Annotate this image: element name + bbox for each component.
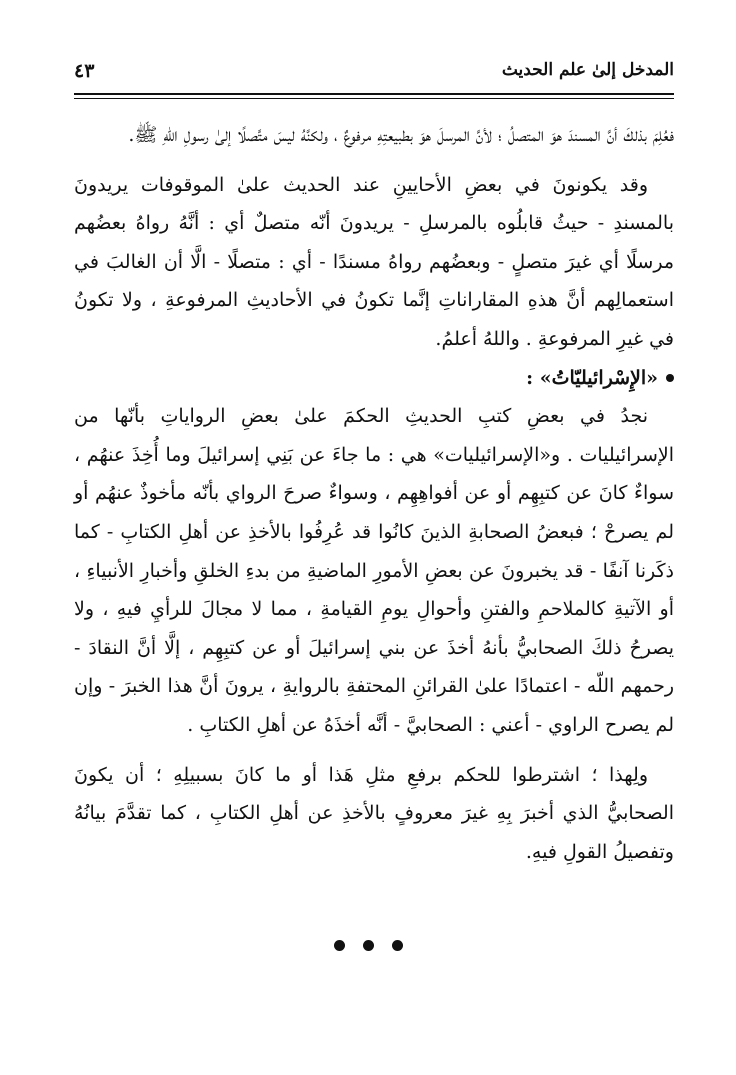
section-heading	[74, 359, 674, 398]
main-text	[74, 116, 674, 871]
paragraph-1: فعُلِمَ بذلكَ أنَّ المسندَ هوَ المتصلُ ؛ لأنَّ المرسلَ هوَ بطبيعتِهِ مرفوعٌ ، ولكنَّهُ ليسَ متَّصلًا إلىٰ رسولِ اللهِ ﷺ.	[128, 124, 674, 146]
paragraph-4: ولِهذا ؛ اشترطوا للحكم برفعِ مثلِ هَذا أو ما كانَ بسبيلِهِ ؛ أن يكونَ الصحابيُّ الذي أخبرَ بِهِ غيرَ معروفٍ بالأخذِ عن أهلِ الكتابِ ، كما تقدَّمَ بيانُهُ وتفصيلُ القولِ فيهِ.	[74, 763, 674, 863]
separator-dot-icon	[392, 940, 403, 951]
header-rule-thick	[74, 93, 674, 95]
running-title: المدخل إلىٰ علم الحديث	[501, 60, 674, 80]
section-separator	[0, 940, 736, 951]
separator-dot-icon	[334, 940, 345, 951]
bullet-icon	[666, 374, 674, 382]
paragraph-3: نجدُ في بعضِ كتبِ الحديثِ الحكمَ علىٰ بعضِ الرواياتِ بأنّها من الإسرائيليات . و«الإسرائيليات» هي : ما جاءَ عن بَنِي إسرائيلَ وما أُخِذَ عنهُم ، سواءٌ كانَ عن كتبِهِم أو عن أفواهِهِم ، وسواءٌ صرحَ الرواي بأنّه مأخوذٌ عنهُم أو لم يصرحْ ؛ فبعضُ الصحابةِ الذينَ كانُوا قد عُرِفُوا بالأخذِ عن أهلِ الكتابِ - كما ذكَرنا آنفًا - قد يخبرونَ عن بعضِ الأمورِ الماضيةِ من بدءِ الخلقِ وأخبارِ الأنبياءِ ، أو الآتيةِ كالملاحمِ والفتنِ وأحوالِ يومِ القيامةِ ، مما لا مجالَ للرأيِ فيهِ ، ولا يصرحُ ذلكَ الصحابيُّ بأنهُ أخذَ عن بني إسرائيلَ أو عن كتبِهِم ، إلَّا أنَّ النقادَ - رحمهم اللّه - اعتمادًا علىٰ القرائنِ المحتفةِ بالروايةِ ، يرونَ أنَّ هذا الخبرَ - وإن لم يصرح الراوي - أعني : الصحابيَّ - أنَّه أخذَهُ عن أهلِ الكتابِ .	[74, 405, 674, 736]
section-heading-text: «الإِسْرائيليّاتُ» :	[526, 366, 658, 389]
header-rule-thin	[74, 98, 674, 99]
page-header	[74, 60, 674, 94]
page-number: ٤٣	[74, 60, 95, 82]
paragraph-2: وقد يكونونَ في بعضِ الأحايينِ عند الحديث علىٰ الموقوفات يريدونَ بالمسندِ - حيثُ قابلُوه بالمرسلِ - يريدونَ أنّه متصلٌ أي : أنَّهُ رواهُ بعضُهم مرسلًا أي غيرَ متصلٍ - وبعضُهم رواهُ مسندًا - أي : متصلًا - الَّا أن الغالبَ في استعمالِهم أنَّ هذهِ المقاراناتِ إنَّما تكونُ في الأحاديثِ المرفوعةِ ، ولا تكونُ في غيرِ المرفوعةِ . واللهُ أعلمُ.	[74, 173, 674, 350]
separator-dot-icon	[363, 940, 374, 951]
